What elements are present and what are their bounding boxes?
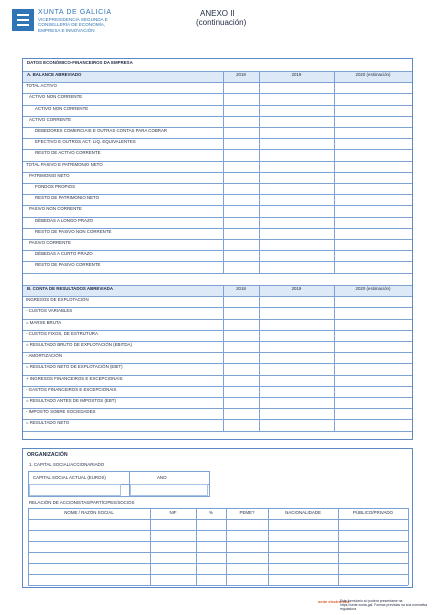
shareholder-column-header: PEME? [239,510,255,515]
shareholder-cell[interactable] [29,520,149,529]
value-cell[interactable] [335,139,411,148]
value-cell[interactable] [224,320,258,329]
row-label: TOTAL ACTIVO [26,83,57,89]
value-cell[interactable] [335,262,411,271]
row-label: + INGRESOS FINANCEIROS E EXCEPCIONAIS [26,375,123,381]
value-cell[interactable] [260,218,333,227]
row-label: RESTO DE ACTIVO CORRENTE [35,150,101,156]
year-input[interactable] [130,484,208,496]
value-cell[interactable] [224,128,258,137]
value-cell[interactable] [224,251,258,260]
value-cell[interactable] [260,184,333,193]
value-cell[interactable] [335,117,411,126]
row-label: RESTO DE PATRIMONIO NETO [35,195,100,201]
value-cell[interactable] [335,353,411,362]
value-cell[interactable] [224,342,258,351]
financial-data-section [22,58,413,440]
row-label: EFECTIVO E OUTROS ACT. LIQ. EQUIVALENTES [35,139,136,145]
value-cell[interactable] [335,364,411,373]
row-label: - GASTOS FINANCEIROS E EXCEPCIONAIS [26,386,117,392]
value-cell[interactable] [335,342,411,351]
shareholder-cell[interactable] [29,531,149,540]
row-label: RESTO DE PASIVO CORRENTE [35,262,101,268]
shareholder-cell[interactable] [29,564,149,573]
column-header: 2020 (estimación) [355,72,391,77]
value-cell[interactable] [260,331,333,340]
shareholder-cell[interactable] [151,520,195,529]
results-title: B. CONTA DE RESULTADOS ABREVIADA [27,286,114,291]
value-cell[interactable] [335,376,411,385]
capital-subtitle: 1. CAPITAL SOCIAL/ACCIONARIADO [29,462,105,467]
value-cell[interactable] [224,173,258,182]
value-cell[interactable] [260,364,333,373]
value-cell[interactable] [260,308,333,317]
row-label: ACTIVO CORRENTE [29,116,72,122]
shareholder-cell[interactable] [269,564,337,573]
value-cell[interactable] [260,94,333,103]
value-cell[interactable] [335,229,411,238]
value-cell[interactable] [260,117,333,126]
shareholder-column-header: PÚBLICO/PRIVADO [353,510,393,515]
value-cell[interactable] [224,83,258,92]
shareholder-cell[interactable] [269,542,337,551]
value-cell[interactable] [224,364,258,373]
value-cell[interactable] [335,308,411,317]
value-cell[interactable] [335,150,411,159]
value-cell[interactable] [335,240,411,249]
shareholder-cell[interactable] [151,531,195,540]
column-header: 2019 [291,72,302,77]
shareholder-cell[interactable] [151,575,195,584]
value-cell[interactable] [260,251,333,260]
value-cell[interactable] [260,206,333,215]
value-cell[interactable] [260,420,333,429]
shareholder-cell[interactable] [227,520,267,529]
value-cell[interactable] [335,206,411,215]
value-cell[interactable] [335,94,411,103]
value-cell[interactable] [260,398,333,407]
shareholder-cell[interactable] [227,553,267,562]
column-header: 2018 [236,286,246,291]
value-cell[interactable] [260,150,333,159]
value-cell[interactable] [335,106,411,115]
xunta-logo-icon [12,9,34,31]
value-cell[interactable] [260,229,333,238]
shareholder-cell[interactable] [151,542,195,551]
value-cell[interactable] [224,240,258,249]
shareholder-cell[interactable] [227,564,267,573]
value-cell[interactable] [224,229,258,238]
org-department: VICEPRESIDENCIA SEGUNDA E CONSELLERÍA DE ECONOMÍA, EMPRESA E INNOVACIÓN [38,17,108,33]
value-cell[interactable] [260,106,333,115]
shareholder-cell[interactable] [227,575,267,584]
value-cell[interactable] [260,320,333,329]
column-header: 2020 (estimación) [355,286,391,291]
row-label: DÉBEDAS A LONGO PRAZO [35,217,94,223]
value-cell[interactable] [335,398,411,407]
value-cell[interactable] [260,297,333,306]
value-cell[interactable] [260,173,333,182]
row-label: FONDOS PROPIOS [35,184,76,189]
value-cell[interactable] [335,184,411,193]
value-cell[interactable] [335,251,411,260]
balance-title: A. BALANCE ABREVIADO [27,72,82,77]
value-cell[interactable] [224,387,258,396]
capital-input[interactable] [29,484,121,496]
shareholder-cell[interactable] [339,542,407,551]
value-cell[interactable] [260,409,333,418]
shareholder-cell[interactable] [339,575,407,584]
organization-section [22,448,413,588]
shareholder-cell[interactable] [197,564,225,573]
value-cell[interactable] [335,162,411,171]
value-cell[interactable] [260,240,333,249]
value-cell[interactable] [224,106,258,115]
shareholder-column-header: % [209,510,213,515]
row-label: = RESULTADO BRUTO DE EXPLOTACIÓN (EBITDA) [26,342,132,347]
value-cell[interactable] [335,387,411,396]
row-label: INGRESOS DE EXPLOTACIÓN [26,297,89,303]
row-label: = RESULTADO NETO DE EXPLOTACIÓN (EBIT) [26,364,123,370]
shareholder-cell[interactable] [29,542,149,551]
value-cell[interactable] [224,117,258,126]
value-cell[interactable] [224,297,258,306]
shareholder-cell[interactable] [197,531,225,540]
value-cell[interactable] [335,331,411,340]
row-label: ACTIVO NON CORRENTE [29,94,83,100]
row-label: - CUSTOS FIXOS, DE ESTRUTURA [26,330,98,336]
section-title: DATOS ECONÓMICO-FINANCEIROS DA EMPRESA [27,60,133,65]
value-cell[interactable] [224,331,258,340]
shareholder-cell[interactable] [269,520,337,529]
value-cell[interactable] [335,173,411,182]
column-header: 2018 [236,72,246,77]
value-cell[interactable] [224,195,258,204]
shareholders-title: RELACIÓN DE ACCIONISTAS/PARTÍCIPES/SOCIOS [29,500,135,505]
shareholder-cell[interactable] [269,553,337,562]
row-label: - CUSTOS VARIABLES [26,308,73,314]
row-label: DÉBEDAS A CURTO PRAZO [35,251,93,257]
shareholder-cell[interactable] [269,531,337,540]
shareholder-cell[interactable] [339,553,407,562]
value-cell[interactable] [335,297,411,306]
shareholder-column-header: NIF [169,510,177,515]
value-cell[interactable] [335,218,411,227]
row-label: ACTIVO NON CORRENTE [35,105,89,111]
row-label: DEBEDORES COMERCIAIS E OUTRAS CONTAS PARA COBRAR [35,128,168,133]
shareholder-cell[interactable] [227,542,267,551]
organization-title: ORGANIZACIÓN [27,452,68,458]
capital-label: CAPITAL SOCIAL ACTUAL (EUROS) [33,475,106,480]
row-label: = MARXE BRUTA [26,319,62,325]
shareholder-cell[interactable] [269,575,337,584]
shareholder-cell[interactable] [197,520,225,529]
shareholder-column-header: NACIONALIDADE [285,510,321,515]
year-label: ANO [157,475,167,480]
row-label: - AMORTIZACIÓN [26,353,63,359]
value-cell[interactable] [260,128,333,137]
value-cell[interactable] [260,262,333,271]
value-cell[interactable] [224,308,258,317]
sede-electronica-logo: sede electrónica [318,599,350,604]
shareholder-cell[interactable] [339,531,407,540]
value-cell[interactable] [224,398,258,407]
value-cell[interactable] [224,162,258,171]
value-cell[interactable] [335,320,411,329]
annex-subtitle: (continuación) [196,18,247,27]
row-label: = RESULTADO NETO [26,420,70,426]
value-cell[interactable] [224,409,258,418]
row-label: PATRIMONIO NETO [29,172,70,178]
annex-title: ANEXO II [200,9,235,18]
value-cell[interactable] [224,262,258,271]
value-cell[interactable] [260,83,333,92]
shareholders-table [28,508,408,585]
value-cell[interactable] [335,195,411,204]
org-name: XUNTA DE GALICIA [38,9,112,16]
row-label: - IMPOSTO SOBRE SOCIEDADES [26,409,96,415]
value-cell[interactable] [260,195,333,204]
shareholder-cell[interactable] [197,553,225,562]
value-cell[interactable] [260,376,333,385]
value-cell[interactable] [224,184,258,193]
value-cell[interactable] [224,218,258,227]
value-cell[interactable] [224,139,258,148]
value-cell[interactable] [260,342,333,351]
shareholder-cell[interactable] [197,542,225,551]
shareholder-cell[interactable] [151,564,195,573]
shareholder-cell[interactable] [29,575,149,584]
value-cell[interactable] [224,420,258,429]
value-cell[interactable] [260,162,333,171]
value-cell[interactable] [224,150,258,159]
row-label: RESTO DE PASIVO NON CORRENTE [35,228,112,234]
column-header: 2019 [291,286,302,291]
shareholder-column-header: NOME / RAZÓN SOCIAL [64,510,114,515]
value-cell[interactable] [260,387,333,396]
value-cell[interactable] [224,94,258,103]
shareholder-cell[interactable] [339,564,407,573]
value-cell[interactable] [224,206,258,215]
shareholder-cell[interactable] [227,531,267,540]
shareholder-cell[interactable] [29,553,149,562]
row-label: PASIVO NON CORRENTE [29,206,82,212]
row-label: = RESULTADO ANTES DE IMPOSTOS (EBT) [26,398,116,403]
value-cell[interactable] [335,420,411,429]
value-cell[interactable] [224,353,258,362]
value-cell[interactable] [260,139,333,148]
row-label: TOTAL PASIVO E PATRIMONIO NETO [26,161,103,167]
value-cell[interactable] [335,128,411,137]
value-cell[interactable] [335,83,411,92]
shareholder-cell[interactable] [339,520,407,529]
row-label: PASIVO CORRENTE [29,240,71,245]
shareholder-cell[interactable] [151,553,195,562]
shareholder-cell[interactable] [197,575,225,584]
footer-note: Este formulario só poderá presentarse na https://sede.xunta.gal. Formas previstas na súa normativa reguladora [340,599,428,611]
value-cell[interactable] [335,409,411,418]
value-cell[interactable] [260,353,333,362]
value-cell[interactable] [224,376,258,385]
